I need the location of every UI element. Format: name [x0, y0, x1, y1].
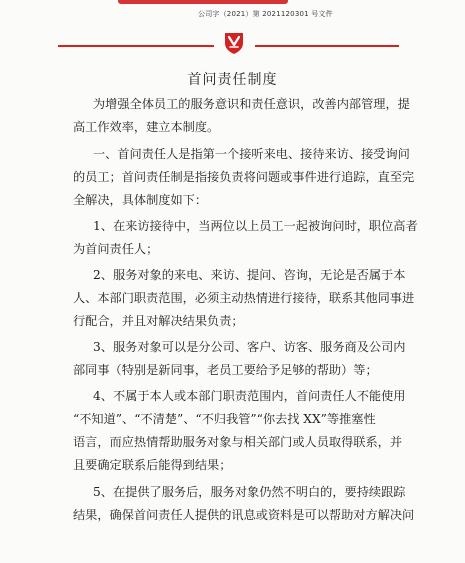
paragraph-line: 结果，确保首问责任人提供的讯息或资料是可以帮助对方解决问: [73, 508, 415, 522]
paragraph-line: 且要确定联系后能得到结果；: [73, 458, 232, 472]
header-divider-right: [255, 45, 399, 47]
paragraph-line: 行配合，并且对解决结果负责；: [73, 314, 244, 328]
document-title: 首问责任制度: [187, 72, 278, 88]
paragraph-line: 全解决，具体制度如下：: [73, 193, 208, 207]
paragraph-line: 1、在来访接待中，当两位以上员工一起被询问时，职位高者: [93, 219, 418, 233]
paragraph-line: 4、不属于本人或本部门职责范围内，首问责任人不能使用: [93, 389, 406, 403]
paragraph-line: 部同事（特别是新同事，老员工要给予足够的帮助）等；: [73, 363, 378, 377]
paragraph-line: 一、首问责任人是指第一个接听来电、接待来访、接受询问: [93, 147, 410, 161]
paragraph-line: 2、服务对象的来电、来访、提问、咨询，无论是否属于本: [93, 268, 406, 282]
paragraph-line: 5、在提供了服务后，服务对象仍然不明白的，要持续跟踪: [93, 485, 406, 499]
paragraph-line: 为首问责任人；: [73, 242, 159, 256]
paragraph-line: 3、服务对象可以是分公司、客户、访客、服务商及公司内: [93, 340, 406, 354]
header-divider-left: [58, 45, 214, 47]
paragraph-line: 为增强全体员工的服务意识和责任意识，改善内部管理，提: [93, 97, 410, 111]
paragraph-line: 人、本部门职责范围，必须主动热情进行接待，联系其他同事进: [73, 291, 415, 305]
paragraph-line: “不知道”、“不清楚”、“不归我管”“你去找 XX”等推塞性: [73, 412, 376, 426]
paragraph-line: 高工作效率，建立本制度。: [73, 120, 220, 134]
company-emblem-icon: [222, 31, 246, 55]
paragraph-line: 语言，而应热情帮助服务对象与相关部门或人员取得联系，并: [73, 435, 403, 449]
red-letterhead-strip: [118, 0, 288, 4]
paragraph-line: 的员工；首问责任制是指接负责将问题或事件进行追踪，直至完: [73, 170, 415, 184]
document-number: 公司字（2021）第 2021120301 号文件: [198, 10, 333, 18]
